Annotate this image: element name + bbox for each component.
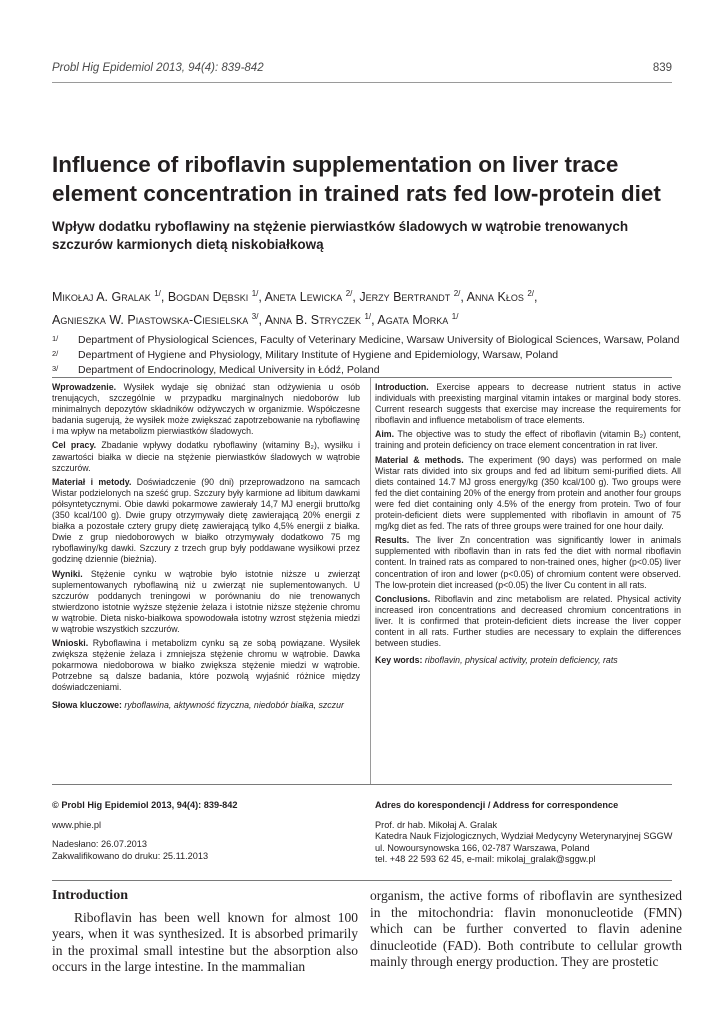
abstract-section (375, 455, 681, 533)
abstract-section-text: The objective was to study the effect of riboflavin (vitamin B₂) content, training and protein deficiency on trace element concentration in rat liver. (375, 429, 681, 451)
abstract-section-text: Stężenie cynku w wątrobie było istotnie niższe u zwierząt suplementowanych ryboflawiną niż u zwierząt nie suplementowanych. U szczurów poddanych treningowi w porównaniu do nie trenowanych stwierdzono istotnie wyższe stężenie żelaza i istotnie niższe stężenie chromu w wątrobie. Dieta nisko-białkowa spowodowała istotny wzrost stężenia miedzi w wątrobie wszystkich szczurów. (52, 568, 360, 634)
author-affiliation-marker: 1/ (364, 312, 372, 322)
author-name: Bogdan Dębski (167, 290, 249, 305)
author-affiliation-marker: 2/ (345, 289, 353, 298)
abstract-section (375, 535, 681, 590)
abstract-bottom-rule (52, 784, 672, 785)
affiliation-text: Department of Endocrinology, Medical University in Łódź, Poland (78, 364, 380, 376)
author: Aneta Lewicka $^{2/}$, (264, 289, 360, 305)
abstract-section-label: Results. (375, 535, 410, 546)
affiliation-marker: 3/ (52, 364, 59, 373)
abstract-section-text: Doświadczenie (90 dni) przeprowadzono na samcach Wistar podzielonych na sześć grup. Szczury były karmione ad libitum dawkami półsyntetycznymi. Obie dawki pokarmowe zawierały 14,7 MJ energii brutto/kg (350 kcal/100 g). Dwie grupy otrzymywały dietę zawierającą 20% energii z białka a pozostałe cztery grupy dietę zawierającą tylko 4,5% energii z białka. Dwie z grup niedoborowych w białko otrzymywały dodatkowo 75 mg ryboflawiny/kg dawki. Szczury z trzech grup były poddawane wysiłkowi przez godzinę dziennie (bieżnia). (52, 476, 361, 565)
author: Bogdan Dębski $^{1/}$, (167, 289, 265, 305)
keywords-polish (52, 700, 360, 711)
author-name: Jerzy Bertrandt (359, 290, 451, 305)
author-affiliation-marker: 2/ (527, 289, 534, 298)
author-affiliation-marker: 1/ (451, 312, 459, 322)
correspondence-block (375, 800, 681, 866)
abstract-section-label: Introduction. (375, 382, 429, 392)
author-name: Aneta Lewicka (264, 290, 343, 305)
journal-website-link[interactable]: www.phie.pl (52, 819, 102, 830)
introduction-heading: Introduction (52, 888, 128, 903)
author: Jerzy Bertrandt $^{2/}$, (359, 289, 467, 305)
article-title: Influence of riboflavin supplementation on liver trace element concentration in trained rats fed low-protein diet (52, 152, 661, 206)
affiliation-item (52, 363, 682, 378)
affiliation-list (52, 333, 682, 378)
correspondence-address: ul. Nowoursynowska 166, 02-787 Warszawa, Poland (375, 842, 590, 853)
abstract-section-text: The liver Zn concentration was significantly lower in animals supplemented with riboflavin than in rats fed the diet with normal riboflavin content. In trained rats as compared to non-trained ones, higher (p<0.05) liver concentration of iron and lower (p<0.05) of chromium content were observed. The low-protein diet increased (p<0.05) the liver Cu content in all rats. (375, 535, 682, 590)
abstract-section-text: Riboflavin and zinc metabolism are related. Physical activity increased iron concentrations and decreased chromium concentrations in liver. It is confirmed that protein-deficient diets increase the liver copper content in all rats. Further studies are necessary to explain the differences between studies. (375, 593, 682, 649)
abstract-section-label: Material & methods. (375, 454, 464, 465)
abstract-column-divider (370, 378, 371, 784)
affiliation-marker: 2/ (52, 349, 59, 358)
author-name: Anna B. Stryczek (264, 313, 361, 328)
author-name: Anna Kłos (466, 290, 524, 305)
introduction-right-column (370, 888, 682, 971)
abstract-section-label: Materiał i metody. (52, 476, 132, 487)
abstract-section-text: Zbadanie wpływy dodatku ryboflawiny (witaminy B₂), wysiłku i zawartości białka w diecie na stężenie pierwiastków śladowych w wątrobie szczurów. (52, 440, 360, 473)
abstract-section (375, 429, 681, 451)
author-name: Agata Morka (377, 313, 449, 328)
abstract-section (375, 594, 681, 649)
author-name: Mikołaj A. Gralak (52, 290, 151, 305)
author: Mikołaj A. Gralak $^{1/}$, (52, 289, 168, 305)
abstract-section-label: Wnioski. (52, 638, 89, 649)
abstract-section-label: Cel pracy. (52, 440, 97, 451)
abstract-section (375, 382, 681, 426)
introduction-paragraph: Riboflavin has been well known for almost 100 years, when it was synthesized. It is absorbed primarily in the proximal small intestine but the absorption also occurs in the large intestine. In the mammalian (52, 909, 358, 974)
introduction-paragraph-continued: organism, the active forms of riboflavin are synthesized in the mitochondria: flavin mononucleotide (FMN) which can be further converted to flavin adenine dinucleotide (FAD). Both contribute to cellular growth mainly through energy production. They are prostetic (370, 888, 682, 969)
abstract-section-text: The experiment (90 days) was performed on male Wistar rats divided into six groups and fed ad libitum semi-purified diets. All diets contained 14.7 MJ gross energy/kg (350 kcal/100 g). Two groups were fed the diet containing 20% of the energy from protein and another four groups were fed diet containing only 4.5% of the energy from protein. Two of four protein-deficient diets were supplemented with riboflavin in amount of 75 mg/kg diet as fed. The rats of three groups were trained for one hour daily. (375, 454, 681, 532)
affiliation-item (52, 348, 682, 363)
author-affiliation-marker: 1/ (154, 289, 161, 298)
journal-citation: Probl Hig Epidemiol 2013, 94(4): 839-842 (52, 62, 264, 74)
abstract-section (52, 477, 360, 566)
copyright-line: © Probl Hig Epidemiol 2013, 94(4): 839-842 (52, 800, 238, 810)
author: Agnieszka W. Piastowska-Ciesielska $^{3/}$, (52, 312, 265, 328)
abstract-section-text: Wysiłek wydaje się obniżać stan odżywienia u osób trenujących, szczególnie w przypadku marginalnych niedoborów lub minimalnych depozytów składników odżywczych w organizmie. Współczesne badania sugerują, że wysiłek może zwiększać zapotrzebowanie na ryboflawinę i ma wpływ na metabolizm pierwiastków śladowych. (52, 382, 360, 437)
abstract-section (52, 382, 360, 437)
article-subtitle-polish: Wpływ dodatku ryboflawiny na stężenie pierwiastków śladowych w wątrobie trenowanych szczurów karmionych dietą niskobiałkową (52, 219, 629, 252)
page-number: 839 (652, 62, 672, 74)
abstract-polish (52, 382, 360, 714)
abstract-section-label: Aim. (375, 429, 395, 440)
header-divider (52, 82, 672, 83)
abstract-section (52, 440, 360, 473)
abstract-english (375, 382, 681, 669)
affiliation-marker: 1/ (52, 334, 59, 343)
keywords-text: ryboflawina, aktywność fizyczna, niedobór białka, szczur (124, 699, 344, 710)
introduction-left-column (52, 888, 358, 976)
affiliation-text: Department of Hygiene and Physiology, Military Institute of Hygiene and Epidemiology, Warsaw, Poland (78, 349, 559, 361)
keywords-text: riboflavin, physical activity, protein deficiency, rats (424, 655, 618, 666)
author-list (52, 284, 682, 330)
abstract-top-rule (52, 377, 672, 378)
abstract-section (52, 569, 360, 636)
accepted-date: Zakwalifikowano do druku: 25.11.2013 (52, 850, 209, 861)
author-affiliation-marker: 3/ (251, 312, 259, 322)
correspondence-heading: Adres do korespondencji / Address for correspondence (375, 800, 619, 810)
author-affiliation-marker: 2/ (453, 289, 461, 298)
correspondence-contact: tel. +48 22 593 62 45, e-mail: mikolaj_gralak@sggw.pl (375, 854, 596, 865)
author (377, 313, 458, 327)
body-top-rule (52, 880, 672, 881)
author-affiliation-marker: 1/ (251, 289, 259, 298)
keywords-label: Słowa kluczowe: (52, 699, 122, 710)
abstract-section-label: Wyniki. (52, 568, 83, 579)
keywords-english (375, 655, 681, 666)
keywords-label: Key words: (375, 655, 423, 666)
affiliation-item (52, 333, 682, 348)
article-info (52, 800, 352, 862)
abstract-section (52, 638, 360, 693)
affiliation-text: Department of Physiological Sciences, Faculty of Veterinary Medicine, Warsaw University of Biological Sciences, Warsaw, Poland (78, 334, 680, 346)
author-name: Agnieszka W. Piastowska-Ciesielska (52, 313, 249, 328)
abstract-section-label: Wprowadzenie. (52, 382, 117, 392)
author: Anna B. Stryczek $^{1/}$, (264, 312, 378, 328)
abstract-section-text: Exercise appears to decrease nutrient status in active individuals with preexisting marginal vitamin intakes or marginal body stores. Current research suggests that exercise may increase the requirements for riboflavin and influence metabolism of trace elements. (375, 382, 681, 426)
author: Anna Kłos $^{2/}$, (466, 289, 538, 305)
abstract-section-text: Ryboflawina i metabolizm cynku są ze sobą powiązane. Wysiłek zwiększa stężenie żelaza i zmniejsza stężenie chromu w wątrobie. Dawka pokarmowa niedoborowa w białko zwiększa stężenie miedzi w wątrobie. Potrzebne są dalsze badania, które pozwolą wyjaśnić różnice między doświadczeniami. (52, 638, 360, 693)
abstract-section-label: Conclusions. (375, 593, 431, 604)
correspondence-name: Prof. dr hab. Mikołaj A. Gralak (375, 819, 498, 830)
submitted-date: Nadesłano: 26.07.2013 (52, 839, 148, 850)
correspondence-institution: Katedra Nauk Fizjologicznych, Wydział Medycyny Weterynaryjnej SGGW (375, 831, 673, 842)
